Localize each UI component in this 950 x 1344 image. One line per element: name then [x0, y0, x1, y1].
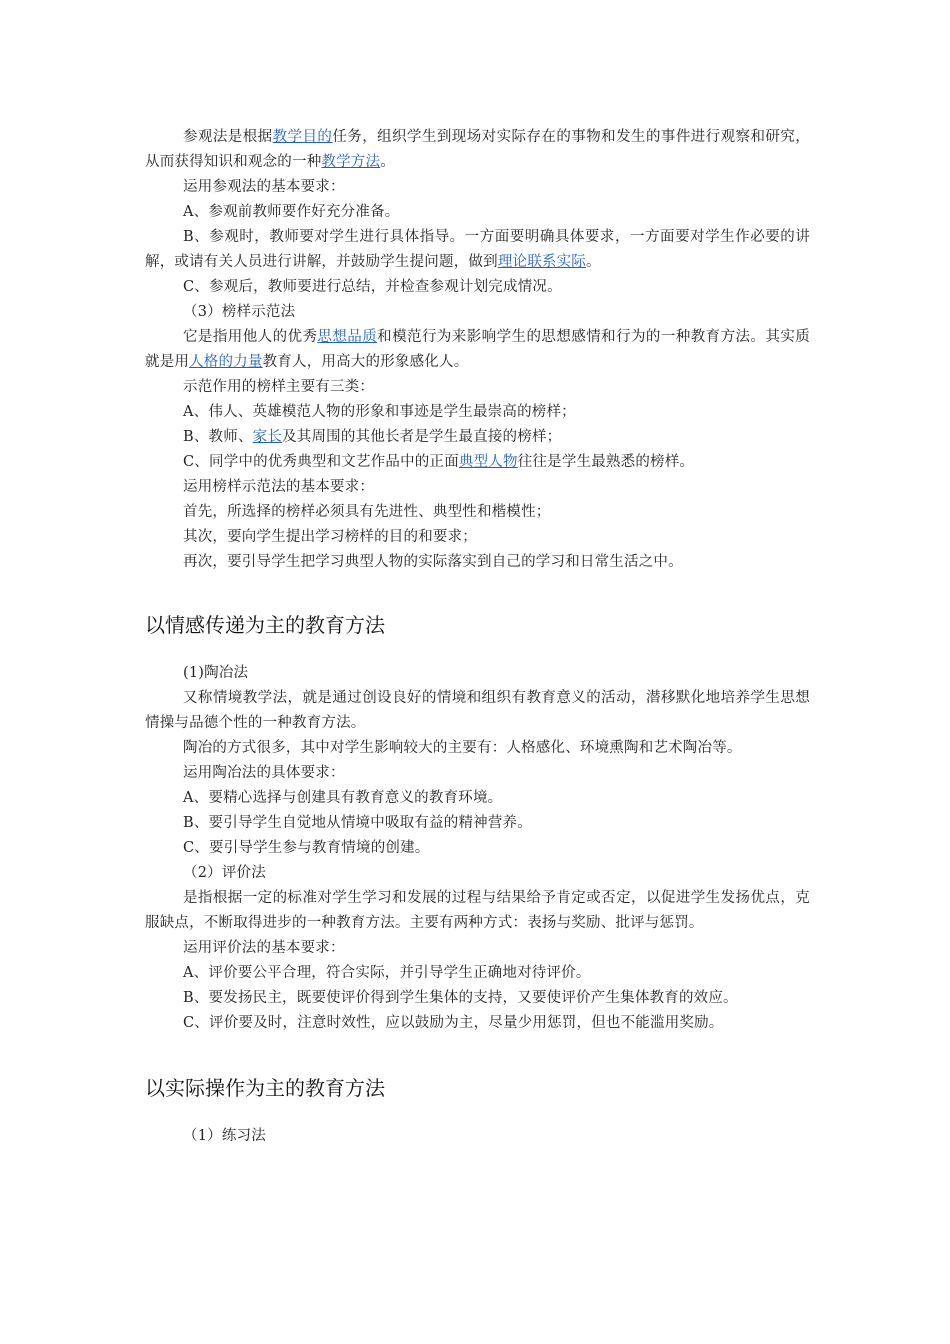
paragraph-visit-method: 参观法是根据教学目的任务，组织学生到现场对实际存在的事物和发生的事件进行观察和研究，从而获得知识和观念的一种教学方法。 — [145, 129, 810, 170]
paragraph: A、要精心选择与创建具有教育意义的教育环境。 — [183, 790, 503, 806]
paragraph: C、要引导学生参与教育情境的创建。 — [183, 840, 430, 856]
paragraph: 首先，所选择的榜样必须具有先进性、典型性和楷模性； — [183, 504, 551, 520]
paragraph: C、同学中的优秀典型和文艺作品中的正面典型人物往往是学生最熟悉的榜样。 — [183, 454, 695, 470]
paragraph: B、要引导学生自觉地从情境中吸取有益的精神营养。 — [183, 815, 532, 831]
link-ideological-quality[interactable]: 思想品质 — [317, 329, 378, 345]
document-body — [145, 125, 810, 1149]
link-teaching-method[interactable]: 教学方法 — [321, 154, 381, 170]
paragraph: B、教师、家长及其周围的其他长者是学生最直接的榜样； — [183, 429, 562, 445]
paragraph: A、评价要公平合理，符合实际，并引导学生正确地对待评价。 — [183, 965, 591, 981]
paragraph: 陶冶的方式很多，其中对学生影响较大的主要有：人格感化、环境熏陶和艺术陶冶等。 — [183, 740, 742, 756]
paragraph: 再次，要引导学生把学习典型人物的实际落实到自己的学习和日常生活之中。 — [183, 554, 683, 570]
paragraph: 运用榜样示范法的基本要求： — [183, 479, 375, 495]
paragraph: A、参观前教师要作好充分准备。 — [183, 204, 400, 220]
link-parents[interactable]: 家长 — [252, 429, 283, 445]
paragraph: 运用评价法的基本要求： — [183, 940, 345, 956]
paragraph: 运用陶冶法的具体要求： — [183, 765, 345, 781]
paragraph: 是指根据一定的标准对学生学习和发展的过程与结果给予肯定或否定，以促进学生发扬优点，克服缺点，不断取得进步的一种教育方法。主要有两种方式：表扬与奖励、批评与惩罚。 — [145, 890, 810, 931]
section-heading-emotion: 以情感传递为主的教育方法 — [145, 613, 385, 637]
paragraph: C、评价要及时，注意时效性，应以鼓励为主，尽量少用惩罚，但也不能滥用奖励。 — [183, 1015, 724, 1031]
paragraph: 又称情境教学法，就是通过创设良好的情境和组织有教育意义的活动，潜移默化地培养学生思想情操与品德个性的一种教育方法。 — [145, 690, 810, 731]
paragraph: 它是指用他人的优秀思想品质和模范行为来影响学生的思想感情和行为的一种教育方法。其实质就是用人格的力量教育人，用高大的形象感化人。 — [145, 329, 810, 370]
subheading-evaluation-method: （2）评价法 — [183, 865, 266, 881]
subheading-role-model-method: （3）榜样示范法 — [183, 304, 296, 320]
paragraph: A、伟人、英雄模范人物的形象和事迹是学生最崇高的榜样； — [183, 404, 576, 420]
subheading-cultivation-method: (1)陶冶法 — [183, 665, 249, 681]
link-typical-figures[interactable]: 典型人物 — [458, 454, 518, 470]
paragraph: C、参观后，教师要进行总结，并检查参观计划完成情况。 — [183, 279, 562, 295]
link-theory-practice[interactable]: 理论联系实际 — [497, 254, 587, 270]
paragraph: 示范作用的榜样主要有三类： — [183, 379, 375, 395]
paragraph: 其次，要向学生提出学习榜样的目的和要求； — [183, 529, 477, 545]
section-heading-practice: 以实际操作为主的教育方法 — [145, 1076, 385, 1100]
subheading-exercise-method: （1）练习法 — [183, 1128, 266, 1144]
link-teaching-purpose[interactable]: 教学目的 — [272, 129, 333, 145]
paragraph: 运用参观法的基本要求： — [183, 179, 345, 195]
link-personality-power[interactable]: 人格的力量 — [189, 354, 263, 370]
paragraph: B、要发扬民主，既要使评价得到学生集体的支持，又要使评价产生集体教育的效应。 — [183, 990, 738, 1006]
paragraph: B、参观时，教师要对学生进行具体指导。一方面要明确具体要求，一方面要对学生作必要的讲解，或请有关人员进行讲解，并鼓励学生提问题，做到理论联系实际。 — [145, 229, 810, 270]
